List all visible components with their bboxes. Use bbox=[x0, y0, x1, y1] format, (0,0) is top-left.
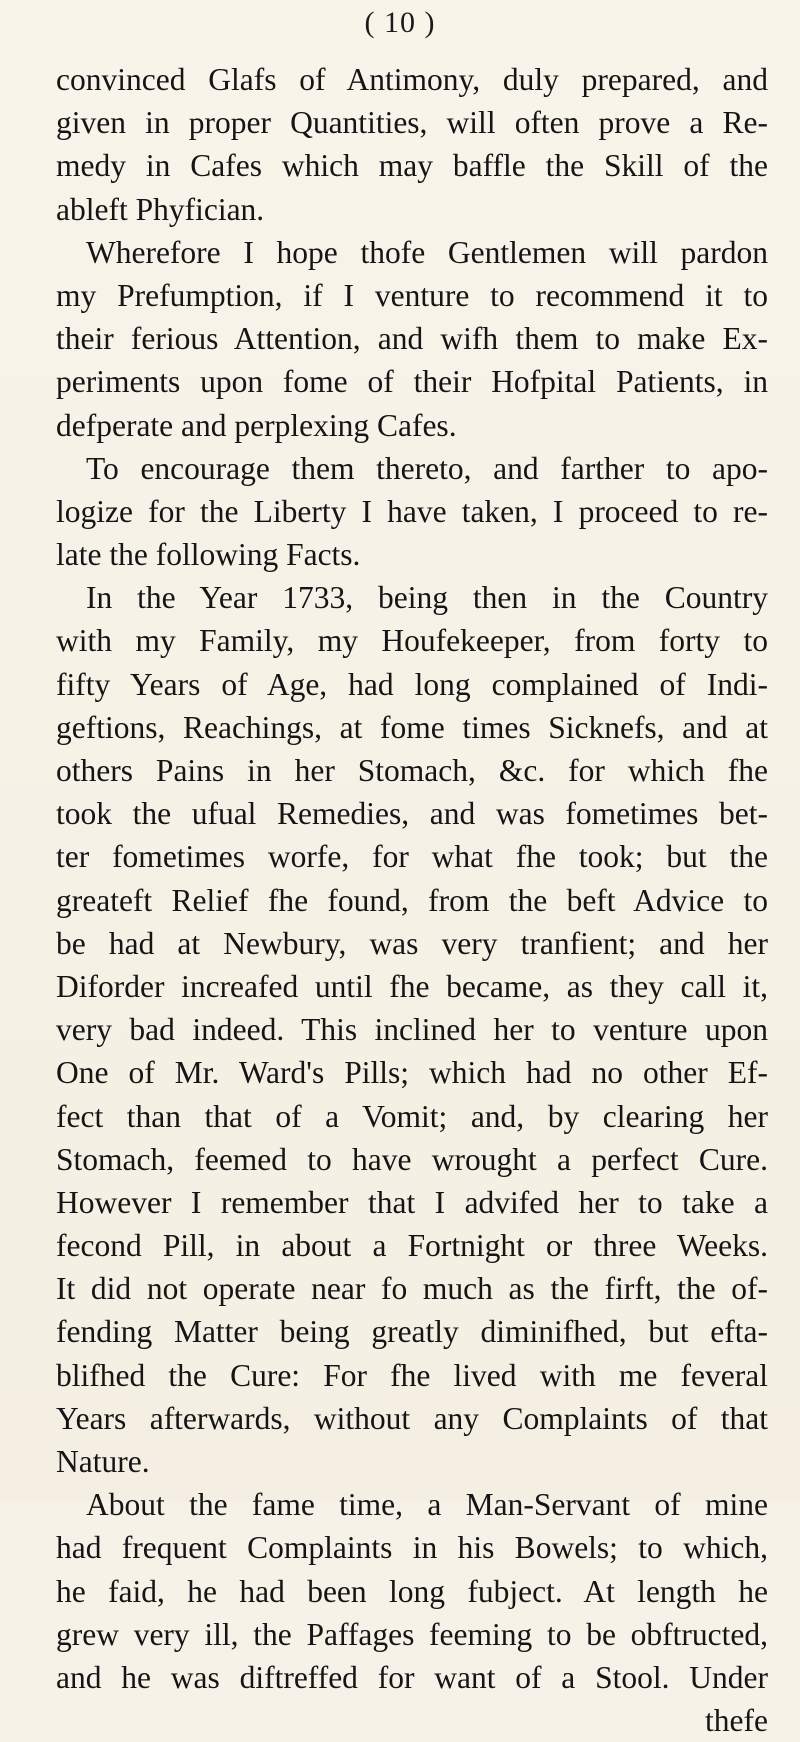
text-line: Nature. bbox=[56, 1444, 150, 1479]
text-line: their ferious Attention, and wifh them to make Ex- bbox=[56, 321, 768, 357]
text-line: Stomach, feemed to have wrought a perfect Cure. bbox=[56, 1141, 768, 1177]
text-line: he faid, he had been long fubject. At length he bbox=[56, 1573, 768, 1609]
text-line: One of Mr. Ward's Pills; which had no other Ef- bbox=[56, 1055, 768, 1091]
text-line: Wherefore I hope thofe Gentlemen will pardon bbox=[86, 234, 768, 270]
text-line: late the following Facts. bbox=[56, 537, 361, 573]
text-line: fecond Pill, in about a Fortnight or three Weeks. bbox=[56, 1228, 768, 1264]
text-line: blifhed the Cure: For fhe lived with me feveral bbox=[56, 1357, 768, 1393]
text-line: others Pains in her Stomach, &c. for which fhe bbox=[56, 753, 768, 788]
text-line: It did not operate near fo much as the firft, the of- bbox=[56, 1271, 768, 1307]
text-line: be had at Newbury, was very tranfient; and her bbox=[56, 925, 768, 961]
body-text bbox=[56, 58, 768, 1742]
text-line: grew very ill, the Paffages feeming to be obftructed, bbox=[56, 1616, 768, 1652]
text-line: took the ufual Remedies, and was fometimes bet- bbox=[56, 796, 768, 832]
text-line: fending Matter being greatly diminifhed, but efta- bbox=[56, 1314, 768, 1350]
text-line: In the Year 1733, being then in the Country bbox=[86, 580, 768, 616]
catchword: thefe bbox=[705, 1703, 768, 1739]
text-line: given in proper Quantities, will often prove a Re- bbox=[56, 105, 768, 141]
text-line: ableft Phyfician. bbox=[56, 191, 265, 227]
text-line: fifty Years of Age, had long complained of Indi- bbox=[56, 666, 768, 702]
text-line: medy in Cafes which may baffle the Skill of the bbox=[56, 148, 768, 184]
page-number: ( 10 ) bbox=[364, 6, 436, 39]
text-line: Years afterwards, without any Complaints of that bbox=[56, 1400, 768, 1436]
text-line: Diforder increafed until fhe became, as they call it, bbox=[56, 968, 768, 1004]
text-line: However I remember that I advifed her to take a bbox=[56, 1184, 768, 1220]
text-line: geftions, Reachings, at fome times Sicknefs, and at bbox=[56, 709, 768, 745]
text-line: To encourage them thereto, and farther to apo- bbox=[86, 450, 768, 486]
text-line: defperate and perplexing Cafes. bbox=[56, 407, 457, 443]
text-line: ter fometimes worfe, for what fhe took; but the bbox=[56, 839, 768, 875]
text-line: About the fame time, a Man-Servant of mine bbox=[86, 1487, 768, 1523]
text-line: had frequent Complaints in his Bowels; to which, bbox=[56, 1530, 768, 1566]
text-line: with my Family, my Houfekeeper, from forty to bbox=[56, 623, 768, 659]
text-line: logize for the Liberty I have taken, I proceed to re- bbox=[56, 493, 768, 529]
text-line: and he was diftreffed for want of a Stool. Under bbox=[56, 1659, 768, 1695]
text-line: my Prefumption, if I venture to recommend it to bbox=[56, 277, 768, 313]
text-line: fect than that of a Vomit; and, by clearing her bbox=[56, 1098, 768, 1134]
text-line: very bad indeed. This inclined her to venture upon bbox=[56, 1012, 768, 1048]
text-line: periments upon fome of their Hofpital Patients, in bbox=[56, 364, 768, 400]
text-line: greateft Relief fhe found, from the beft Advice to bbox=[56, 882, 768, 918]
text-line: convinced Glafs of Antimony, duly prepared, and bbox=[56, 62, 768, 97]
